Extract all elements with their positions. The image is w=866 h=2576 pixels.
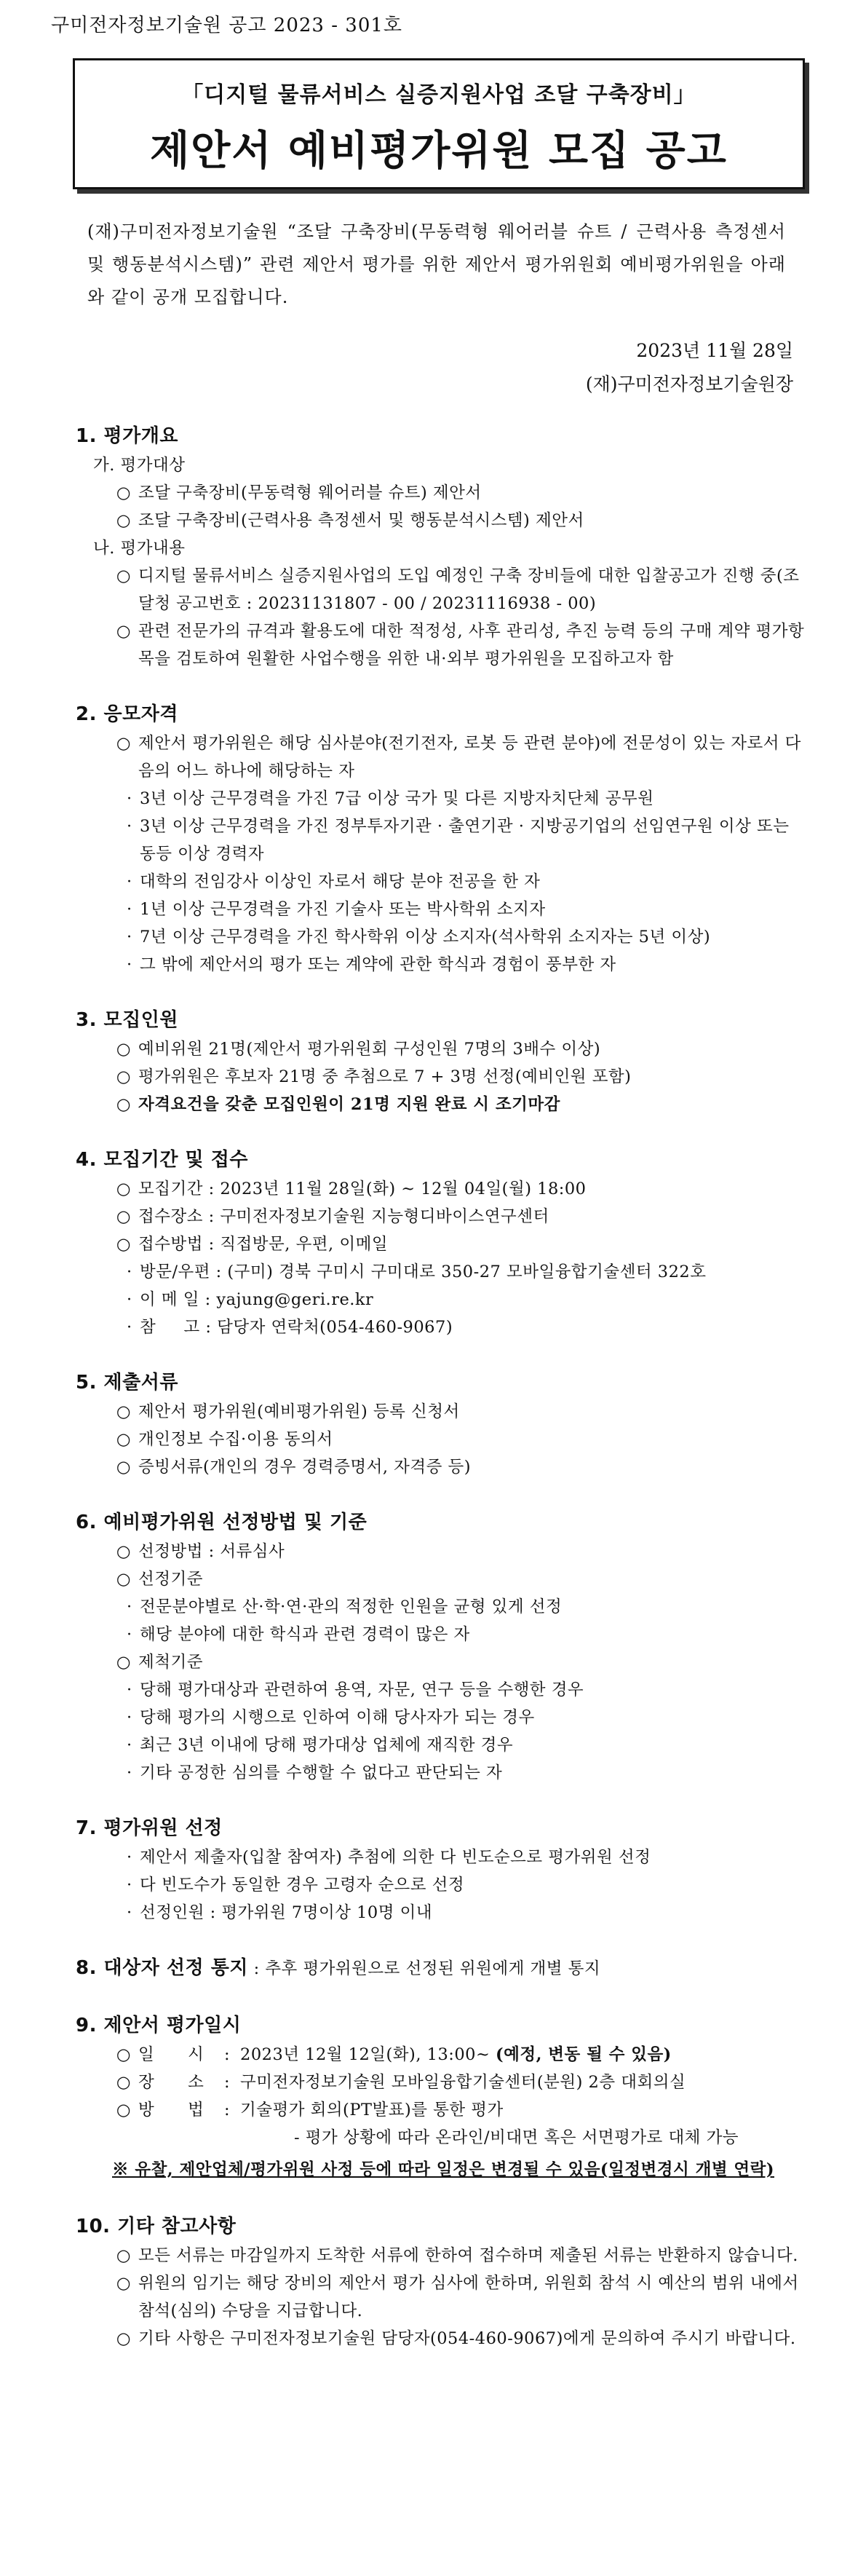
dot-bullet-icon: · — [127, 1263, 132, 1281]
schedule-method-note: - 평가 상황에 따라 온라인/비대면 혹은 서면평가로 대체 가능 — [294, 2128, 739, 2147]
circle-bullet-icon: ○ — [116, 2073, 132, 2092]
dot-bullet-icon: · — [127, 1625, 132, 1644]
list-item: · 대학의 전임강사 이상인 자로서 해당 분야 전공을 한 자 — [76, 868, 811, 896]
list-item: ○ 관련 전문가의 규격과 활용도에 대한 적정성, 사후 관리성, 추진 능력 등의 구매 계약 평가항목을 검토하여 원활한 사업수행을 위한 내·외부 평가위원을 모집하고자 함 — [76, 617, 811, 673]
list-item: ○ 조달 구축장비(근력사용 측정센서 및 행동분석시스템) 제안서 — [76, 507, 811, 534]
section-heading: 5. 제출서류 — [76, 1372, 178, 1394]
issuing-organization: (재)구미전자정보기술원장 — [585, 374, 793, 395]
section-heading: 8. 대상자 선정 통지 — [76, 1957, 248, 1979]
title-box — [73, 58, 805, 189]
section-selection-criteria — [76, 1507, 811, 1787]
section-other-notes — [76, 2211, 811, 2352]
dot-bullet-icon: · — [127, 1597, 132, 1616]
notice-content — [76, 421, 811, 2352]
section-period-and-submission — [76, 1145, 811, 1341]
circle-bullet-icon: ○ — [116, 1402, 132, 1421]
section-recruitment-count — [76, 1005, 811, 1118]
list-item: · 선정인원 : 평가위원 7명이상 10명 이내 — [76, 1899, 811, 1927]
list-item: · 다 빈도수가 동일한 경우 고령자 순으로 선정 — [76, 1871, 811, 1899]
list-item: ○ 기타 사항은 구미전자정보기술원 담당자(054-460-9067)에게 문의하여 주시기 바랍니다. — [76, 2325, 811, 2352]
circle-bullet-icon: ○ — [116, 1040, 132, 1059]
section-notification — [76, 1953, 811, 1984]
section-evaluator-selection — [76, 1813, 811, 1927]
subsection-label: 가. 평가대상 — [93, 456, 186, 475]
list-item: ○ 제안서 평가위원은 해당 심사분야(전기전자, 로봇 등 관련 분야)에 전문성이 있는 자로서 다음의 어느 하나에 해당하는 자 — [76, 730, 811, 785]
list-item: ○ 위원의 임기는 해당 장비의 제안서 평가 심사에 한하며, 위원회 참석 시 예산의 범위 내에서 참석(심의) 수당을 지급합니다. — [76, 2269, 811, 2325]
section-heading: 4. 모집기간 및 접수 — [76, 1149, 248, 1171]
section-heading: 7. 평가위원 선정 — [76, 1817, 223, 1839]
list-item: · 전문분야별로 산·학·연·관의 적정한 인원을 균형 있게 선정 — [76, 1593, 811, 1621]
circle-bullet-icon: ○ — [116, 1067, 132, 1086]
list-item: · 방문/우편 : (구미) 경북 구미시 구미대로 350-27 모바일융합기술센터 322호 — [76, 1258, 811, 1286]
circle-bullet-icon: ○ — [116, 1542, 132, 1561]
list-item: · 당해 평가의 시행으로 인하여 이해 당사자가 되는 경우 — [76, 1704, 811, 1731]
circle-bullet-icon: ○ — [116, 1430, 132, 1449]
section-eligibility — [76, 699, 811, 979]
circle-bullet-icon: ○ — [116, 511, 132, 530]
page-title: 제안서 예비평가위원 모집 공고 — [150, 127, 728, 175]
section-heading: 6. 예비평가위원 선정방법 및 기준 — [76, 1512, 368, 1533]
list-item: · 기타 공정한 심의를 수행할 수 없다고 판단되는 자 — [76, 1759, 811, 1787]
circle-bullet-icon: ○ — [116, 1653, 132, 1672]
circle-bullet-icon: ○ — [116, 1570, 132, 1589]
list-item: ○ 모든 서류는 마감일까지 도착한 서류에 한하여 접수하며 제출된 서류는 반환하지 않습니다. — [76, 2242, 811, 2269]
list-item: ○ 제척기준 — [76, 1648, 811, 1676]
list-item: ○ 예비위원 21명(제안서 평가위원회 구성인원 7명의 3배수 이상) — [76, 1035, 811, 1063]
section-heading: 10. 기타 참고사항 — [76, 2216, 237, 2237]
circle-bullet-icon: ○ — [116, 2101, 132, 2119]
notice-number: 구미전자정보기술원 공고 2023 - 301호 — [51, 15, 403, 36]
list-item: ○ 접수방법 : 직접방문, 우편, 이메일 — [76, 1230, 811, 1258]
dot-bullet-icon: · — [127, 872, 132, 891]
list-item: ○ 평가위원은 후보자 21명 중 추첨으로 7 + 3명 선정(예비인원 포함) — [76, 1063, 811, 1091]
list-item: · 해당 분야에 대한 학식과 관련 경력이 많은 자 — [76, 1621, 811, 1648]
list-item: ○ 디지털 물류서비스 실증지원사업의 도입 예정인 구축 장비들에 대한 입찰공고가 진행 중(조달청 공고번호 : 20231131807 - 00 / 20231116938 - 00) — [76, 562, 811, 617]
list-item: ○ 조달 구축장비(무동력형 웨어러블 슈트) 제안서 — [76, 479, 811, 507]
circle-bullet-icon: ○ — [116, 2045, 132, 2064]
dot-bullet-icon: · — [127, 1290, 132, 1309]
circle-bullet-icon: ○ — [116, 1207, 132, 1226]
intro-paragraph: (재)구미전자정보기술원 “조달 구축장비(무동력형 웨어러블 슈트 / 근력사용 측정센서 및 행동분석시스템)” 관련 제안서 평가를 위한 제안서 평가위원회 예비평가위원을 아래와 같이 공개 모집합니다. — [87, 221, 786, 307]
dot-bullet-icon: · — [127, 955, 132, 974]
list-item: · 1년 이상 근무경력을 가진 기술사 또는 박사학위 소지자 — [76, 896, 811, 923]
list-item: · 당해 평가대상과 관련하여 용역, 자문, 연구 등을 수행한 경우 — [76, 1676, 811, 1704]
circle-bullet-icon: ○ — [116, 622, 132, 641]
section-documents — [76, 1367, 811, 1481]
schedule-row-method: ○ 방 법 : 기술평가 회의(PT발표)를 통한 평가 — [76, 2096, 811, 2124]
schedule-row-datetime: ○ 일 시 : 2023년 12월 12일(화), 13:00~ (예정, 변동 될 수 있음) — [76, 2041, 811, 2069]
dot-bullet-icon: · — [127, 1848, 132, 1867]
section-heading: 1. 평가개요 — [76, 425, 178, 447]
dot-bullet-icon: · — [127, 900, 132, 919]
dot-bullet-icon: · — [127, 1763, 132, 1782]
circle-bullet-icon: ○ — [116, 2274, 132, 2293]
schedule-row-location: ○ 장 소 : 구미전자정보기술원 모바일융합기술센터(분원) 2층 대회의실 — [76, 2069, 811, 2096]
notification-text: : 추후 평가위원으로 선정된 위원에게 개별 통지 — [247, 1959, 601, 1978]
dot-bullet-icon: · — [127, 1736, 132, 1755]
circle-bullet-icon: ○ — [116, 2329, 132, 2348]
section-heading: 2. 응모자격 — [76, 703, 178, 725]
circle-bullet-icon: ○ — [116, 1235, 132, 1254]
list-item: ○ 선정기준 — [76, 1565, 811, 1593]
section-evaluation-overview — [76, 421, 811, 673]
list-item: ○ 접수장소 : 구미전자정보기술원 지능형디바이스연구센터 — [76, 1203, 811, 1230]
title-subtitle: 「디지털 물류서비스 실증지원사업 조달 구축장비」 — [181, 82, 696, 108]
dot-bullet-icon: · — [127, 1903, 132, 1922]
circle-bullet-icon: ○ — [116, 2246, 132, 2265]
list-item: · 그 밖에 제안서의 평가 또는 계약에 관한 학식과 경험이 풍부한 자 — [76, 951, 811, 979]
list-item: · 최근 3년 이내에 당해 평가대상 업체에 재직한 경우 — [76, 1731, 811, 1759]
circle-bullet-icon: ○ — [116, 1180, 132, 1198]
circle-bullet-icon: ○ — [116, 1458, 132, 1477]
dot-bullet-icon: · — [127, 928, 132, 947]
dot-bullet-icon: · — [127, 789, 132, 808]
list-item: · 3년 이상 근무경력을 가진 7급 이상 국가 및 다른 지방자치단체 공무원 — [76, 785, 811, 813]
circle-bullet-icon: ○ — [116, 483, 132, 502]
dot-bullet-icon: · — [127, 1876, 132, 1895]
schedule-warning: ※ 유찰, 제안업체/평가위원 사정 등에 따라 일정은 변경될 수 있음(일정변경시 개별 연락) — [112, 2160, 774, 2179]
section-evaluation-schedule — [76, 2010, 811, 2185]
dot-bullet-icon: · — [127, 1318, 132, 1337]
dot-bullet-icon: · — [127, 1680, 132, 1699]
notification-line — [76, 1953, 811, 1984]
list-item: · 제안서 제출자(입찰 참여자) 추첨에 의한 다 빈도순으로 평가위원 선정 — [76, 1844, 811, 1871]
dot-bullet-icon: · — [127, 1708, 132, 1727]
section-heading: 3. 모집인원 — [76, 1009, 178, 1031]
list-item: ○ 개인정보 수집·이용 동의서 — [76, 1426, 811, 1453]
list-item-emphasis: ○ 자격요건을 갖춘 모집인원이 21명 지원 완료 시 조기마감 — [76, 1091, 811, 1118]
list-item-email: · 이 메 일 : yajung@geri.re.kr — [76, 1286, 811, 1313]
list-item: ○ 모집기간 : 2023년 11월 28일(화) ~ 12월 04일(월) 18:00 — [76, 1175, 811, 1203]
circle-bullet-icon: ○ — [116, 566, 132, 585]
dot-bullet-icon: · — [127, 817, 132, 836]
list-item: · 3년 이상 근무경력을 가진 정부투자기관 · 출연기관 · 지방공기업의 선임연구원 이상 또는 동등 이상 경력자 — [76, 813, 811, 868]
notice-date: 2023년 11월 28일 — [636, 340, 793, 361]
list-item: · 참 고 : 담당자 연락처(054-460-9067) — [76, 1313, 811, 1341]
circle-bullet-icon: ○ — [116, 1095, 132, 1114]
list-item: ○ 제안서 평가위원(예비평가위원) 등록 신청서 — [76, 1398, 811, 1426]
circle-bullet-icon: ○ — [116, 734, 132, 753]
list-item: · 7년 이상 근무경력을 가진 학사학위 이상 소지자(석사학위 소지자는 5년 이상) — [76, 923, 811, 951]
subsection-label: 나. 평가내용 — [93, 539, 186, 558]
list-item: ○ 증빙서류(개인의 경우 경력증명서, 자격증 등) — [76, 1453, 811, 1481]
list-item: ○ 선정방법 : 서류심사 — [76, 1538, 811, 1565]
section-heading: 9. 제안서 평가일시 — [76, 2015, 242, 2036]
